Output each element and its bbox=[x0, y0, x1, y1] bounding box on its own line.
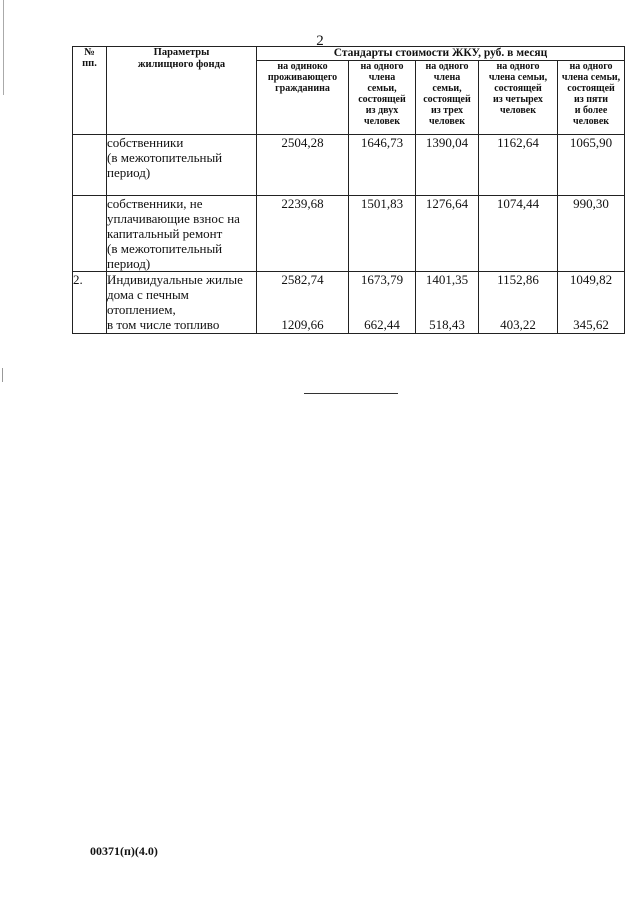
table-row bbox=[73, 135, 625, 196]
row-fuel-value: 1209,66 bbox=[281, 317, 324, 332]
document-code: 00371(п)(4.0) bbox=[90, 844, 158, 858]
row-value: 1646,73 bbox=[349, 135, 416, 196]
row-value: 990,30 bbox=[558, 196, 625, 272]
row-num bbox=[73, 135, 107, 196]
scan-artifact bbox=[3, 0, 4, 95]
header-sub-three: на одного члена семьи, состоящей из трех человек bbox=[416, 61, 479, 135]
header-params: Параметры жилищного фонда bbox=[107, 47, 257, 135]
row-fuel-value: 662,44 bbox=[364, 317, 400, 332]
row-num: 2. bbox=[73, 272, 107, 334]
table-row bbox=[73, 272, 625, 334]
row-fuel-value: 518,43 bbox=[429, 317, 465, 332]
row-value-cell bbox=[416, 272, 479, 334]
row-value: 1152,86 bbox=[497, 272, 539, 287]
housing-cost-standards-table bbox=[72, 46, 625, 334]
row-value: 2504,28 bbox=[257, 135, 349, 196]
header-sub-five: на одного члена семьи, состоящей из пяти и более человек bbox=[558, 61, 625, 135]
row-value: 1501,83 bbox=[349, 196, 416, 272]
row-value: 1074,44 bbox=[479, 196, 558, 272]
row-value-cell bbox=[257, 272, 349, 334]
row-value: 1276,64 bbox=[416, 196, 479, 272]
row-desc: Индивидуальные жилые дома с печным отоплением, в том числе топливо bbox=[107, 272, 257, 334]
header-sub-two: на одного члена семьи, состоящей из двух человек bbox=[349, 61, 416, 135]
row-value-cell bbox=[349, 272, 416, 334]
row-fuel-value: 345,62 bbox=[573, 317, 609, 332]
row-value: 1390,04 bbox=[416, 135, 479, 196]
header-sub-four: на одного члена семьи, состоящей из четырех человек bbox=[479, 61, 558, 135]
row-value-cell bbox=[558, 272, 625, 334]
row-desc: собственники, не уплачивающие взнос на капитальный ремонт (в межотопительный период) bbox=[107, 196, 257, 272]
separator-line bbox=[304, 393, 398, 394]
row-value: 1162,64 bbox=[479, 135, 558, 196]
row-value: 2582,74 bbox=[281, 272, 324, 287]
header-sub-single: на одиноко проживающего гражданина bbox=[257, 61, 349, 135]
row-value-cell bbox=[479, 272, 558, 334]
row-value: 2239,68 bbox=[257, 196, 349, 272]
row-value: 1673,79 bbox=[360, 272, 404, 287]
header-standards-group: Стандарты стоимости ЖКУ, руб. в месяц bbox=[257, 47, 625, 61]
row-desc: собственники (в межотопительный период) bbox=[107, 135, 257, 196]
table-row bbox=[73, 196, 625, 272]
row-num bbox=[73, 196, 107, 272]
header-row-1 bbox=[73, 47, 625, 61]
row-value: 1065,90 bbox=[558, 135, 625, 196]
page-number: 2 bbox=[316, 33, 324, 49]
header-num: № пп. bbox=[73, 47, 107, 135]
row-fuel-value: 403,22 bbox=[500, 317, 536, 332]
scan-artifact bbox=[2, 368, 3, 382]
row-value: 1049,82 bbox=[569, 272, 613, 287]
row-value: 1401,35 bbox=[425, 272, 469, 287]
